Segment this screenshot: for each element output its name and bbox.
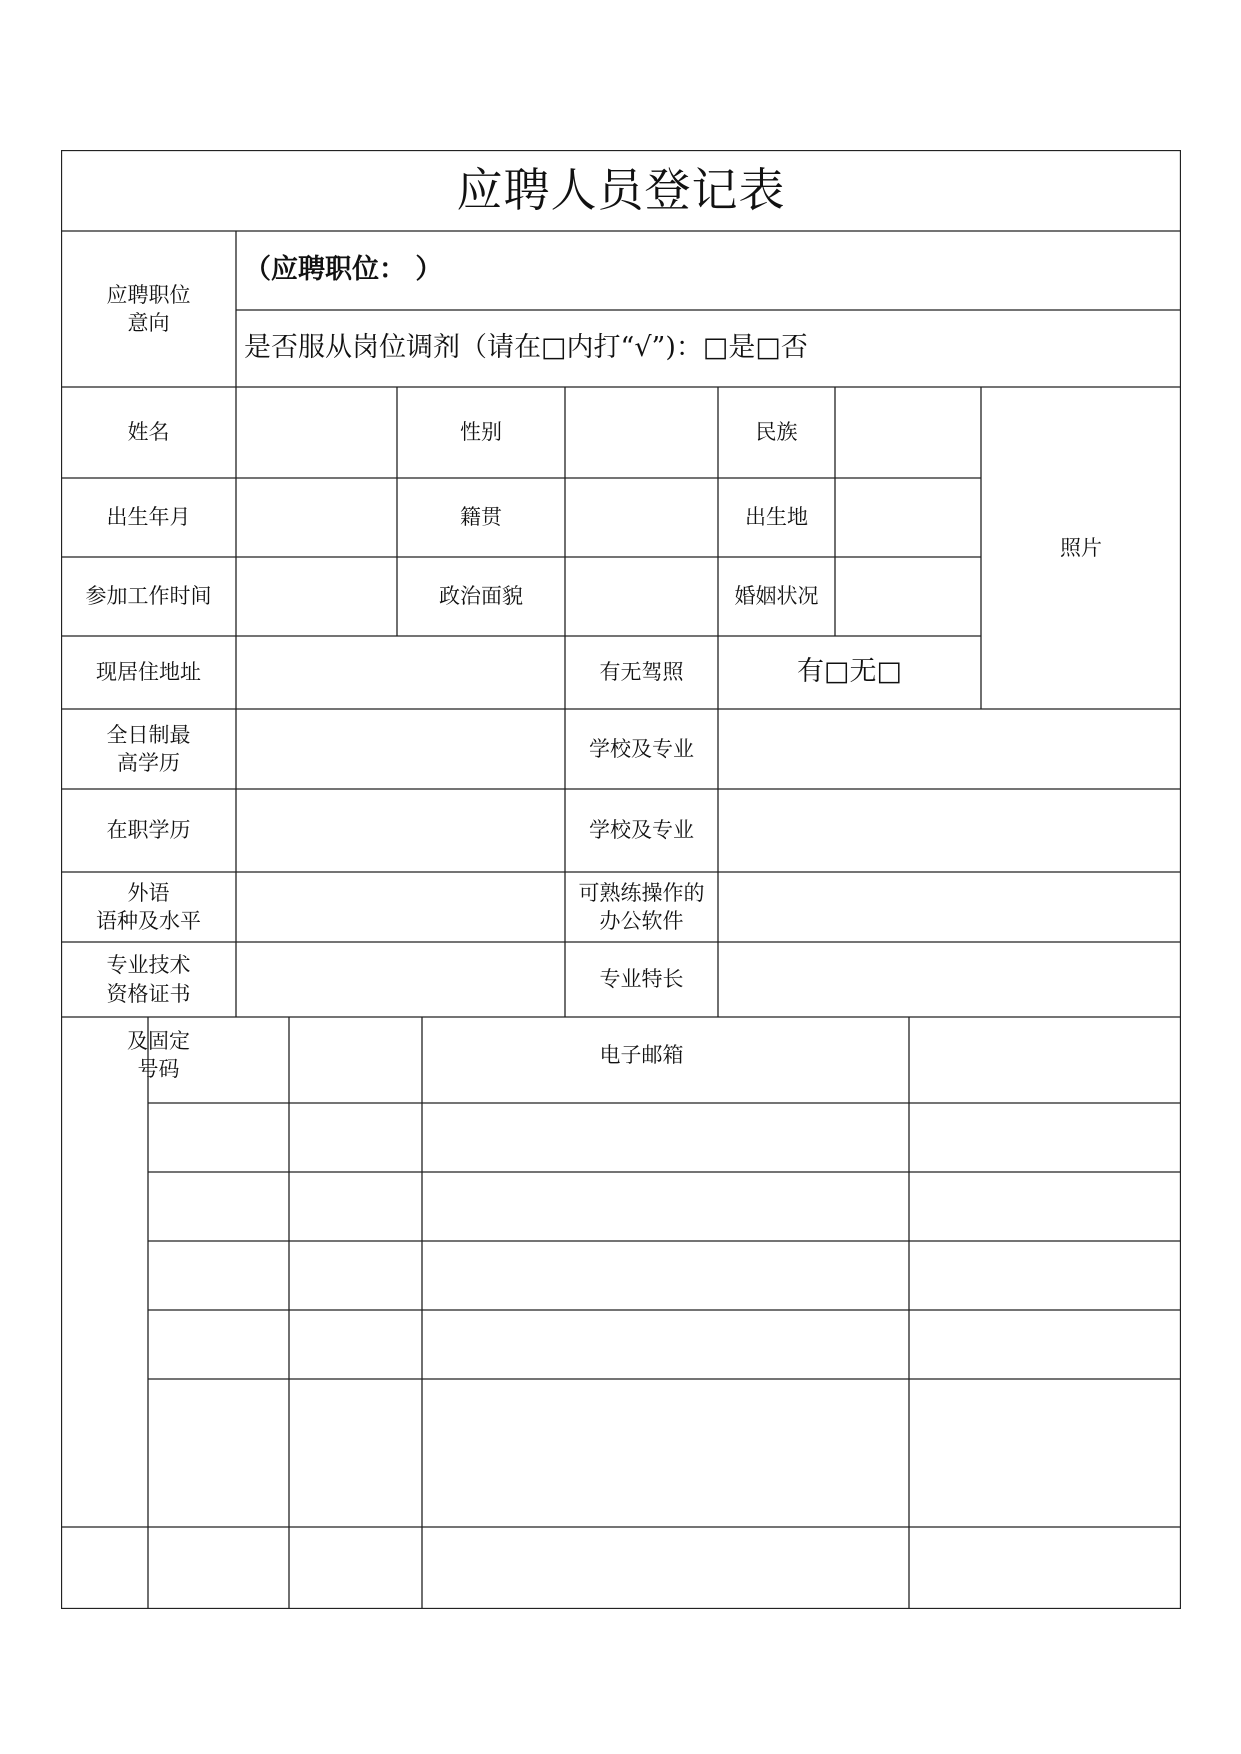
- marital-status-label: 婚姻状况: [734, 584, 819, 609]
- specialty-label: 专业特长: [599, 967, 684, 992]
- gender-label: 性别: [460, 420, 502, 445]
- specialty-input[interactable]: [719, 943, 1180, 1016]
- photo-area[interactable]: 照片: [1060, 535, 1102, 560]
- political-status-label: 政治面貌: [439, 584, 523, 609]
- inservice-school-label: 学校及专业: [589, 818, 694, 843]
- fulltime-education-input[interactable]: [237, 710, 564, 788]
- form-title: 应聘人员登记表: [456, 163, 786, 218]
- birthplace-input[interactable]: [836, 479, 980, 556]
- ethnicity-label: 民族: [755, 420, 798, 445]
- driver-license-label: 有无驾照: [599, 660, 684, 685]
- gender-input[interactable]: [566, 388, 717, 477]
- work-start-input[interactable]: [237, 558, 396, 635]
- name-label: 姓名: [127, 420, 170, 445]
- ethnicity-input[interactable]: [836, 388, 980, 477]
- certificate-label: 专业技术 资格证书: [106, 953, 191, 1006]
- native-place-input[interactable]: [566, 479, 717, 556]
- address-label: 现居住地址: [96, 660, 201, 685]
- language-label: 外语 语种及水平: [96, 880, 201, 933]
- inservice-education-input[interactable]: [237, 790, 564, 871]
- address-input[interactable]: [237, 637, 564, 708]
- fulltime-school-label: 学校及专业: [589, 736, 694, 761]
- political-status-input[interactable]: [566, 558, 717, 635]
- fulltime-school-input[interactable]: [719, 710, 1180, 788]
- position-intent-label: 应聘职位 意向: [106, 282, 191, 335]
- driver-license-options[interactable]: 有□无□: [796, 656, 903, 688]
- applied-position-field[interactable]: （应聘职位： ）: [244, 254, 443, 286]
- inservice-education-label: 在职学历: [106, 818, 191, 843]
- birth-date-label: 出生年月: [106, 505, 191, 530]
- work-start-label: 参加工作时间: [85, 584, 212, 609]
- job-adjustment-checkbox-line[interactable]: 是否服从岗位调剂（请在□内打“√”)：□是□否: [244, 332, 808, 364]
- native-place-label: 籍贯: [460, 505, 502, 530]
- history-section: [61, 1093, 1181, 1609]
- birthplace-label: 出生地: [745, 505, 808, 530]
- landline-number-label: 及固定 号码: [127, 1028, 190, 1081]
- language-input[interactable]: [237, 873, 564, 941]
- inservice-school-input[interactable]: [719, 790, 1180, 871]
- email-label: 电子邮箱: [599, 1042, 684, 1067]
- email-input[interactable]: [719, 1018, 1180, 1092]
- landline-number-input[interactable]: [237, 1018, 564, 1092]
- birth-date-input[interactable]: [237, 479, 396, 556]
- name-input[interactable]: [237, 388, 396, 477]
- fulltime-education-label: 全日制最 高学历: [106, 722, 191, 775]
- certificate-input[interactable]: [237, 943, 564, 1016]
- office-software-label: 可熟练操作的 办公软件: [578, 880, 705, 933]
- marital-status-input[interactable]: [836, 558, 980, 635]
- office-software-input[interactable]: [719, 873, 1180, 941]
